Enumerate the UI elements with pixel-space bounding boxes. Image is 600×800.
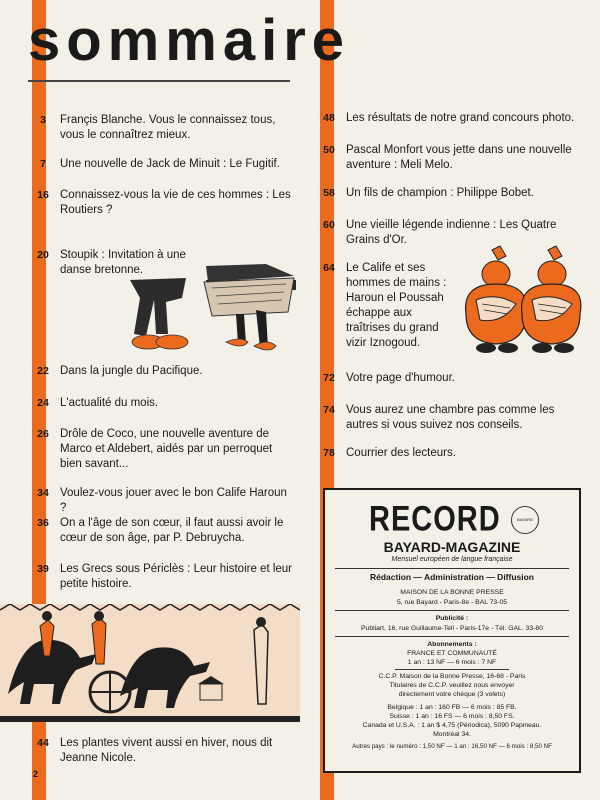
toc-page-number: 64 — [323, 262, 335, 274]
toc-page-number: 44 — [37, 737, 49, 749]
price-autres-pays: Autres pays : le numéro : 1,50 NF — 1 an : 16,50 NF — 6 mois : 8,50 NF — [352, 743, 552, 750]
toc-page-number: 58 — [323, 187, 335, 199]
abonnements-title: Abonnements : — [427, 641, 477, 648]
toc-entry-text: Une vieille légende indienne : Les Quatre Grains d'Or. — [346, 219, 557, 246]
toc-entry[interactable] — [323, 111, 582, 126]
price-montreal: Montréal 34. — [433, 731, 471, 738]
toc-entry[interactable] — [37, 736, 296, 766]
greek-chariot-frieze — [0, 604, 300, 722]
toc-entry[interactable] — [37, 516, 296, 546]
toc-entry[interactable] — [37, 562, 296, 592]
toc-page-number: 26 — [37, 428, 49, 440]
toc-page-number: 24 — [37, 397, 49, 409]
toc-entry-text: On a l'âge de son cœur, il faut aussi avoir le cœur de son âge, par P. Debruycha. — [60, 517, 284, 544]
toc-page-number: 16 — [37, 189, 49, 201]
toc-entry-text: Stoupik : Invitation à une danse bretonne. — [60, 249, 186, 276]
seal-icon: BAYARD — [511, 506, 539, 534]
toc-page-number: 72 — [323, 372, 335, 384]
departments: Rédaction — Administration — Diffusion — [369, 572, 535, 582]
page-title: sommaire — [28, 8, 351, 73]
toc-entry-text: Pascal Monfort vous jette dans une nouvelle aventure : Meli Melo. — [346, 144, 572, 171]
toc-page-number: 50 — [323, 144, 335, 156]
calife-characters-illustration — [452, 244, 584, 360]
ccp-line: C.C.P. Maison de la Bonne Presse, 16-68 - Paris — [378, 673, 526, 680]
magazine-name: BAYARD-MAGAZINE — [383, 539, 521, 555]
price-suisse: Suisse : 1 an : 16 FS — 6 mois : 8,50 FS. — [389, 713, 515, 720]
toc-entry[interactable] — [323, 371, 582, 386]
toc-page-number: 7 — [40, 158, 46, 170]
record-masthead-box — [323, 488, 581, 773]
page-number: 2 — [33, 769, 39, 779]
abo-france-title: FRANCE ET COMMUNAUTÉ — [407, 650, 497, 657]
divider — [395, 669, 509, 670]
toc-entry-text: Les résultats de notre grand concours photo. — [346, 112, 575, 124]
toc-entry-text: Le Calife et ses hommes de mains : Haroun el Poussah échappe aux traîtrises du grand vizir Iznogoud. — [346, 262, 447, 349]
toc-entry[interactable] — [323, 446, 582, 461]
toc-entry[interactable] — [37, 188, 296, 218]
ccp-note-2: directement votre chèque (3 volets) — [398, 691, 506, 698]
toc-entry-text: Dans la jungle du Pacifique. — [60, 365, 203, 377]
toc-entry-text: Drôle de Coco, une nouvelle aventure de Marco et Aldebert, aidés par un perroquet bien savant... — [60, 428, 273, 470]
toc-page-number: 74 — [323, 404, 335, 416]
toc-entry-text: Une nouvelle de Jack de Minuit : Le Fugitif. — [60, 158, 280, 170]
ccp-note-1: Titulaires de C.C.P. veuillez nous envoyer — [389, 682, 515, 689]
toc-entry-text: Voulez-vous jouer avec le bon Calife Haroun ? — [60, 487, 287, 514]
toc-entry-text: Françis Blanche. Vous le connaissez tous, vous le connaîtrez mieux. — [60, 114, 276, 141]
toc-entry[interactable] — [37, 364, 296, 379]
divider — [335, 568, 569, 569]
record-logo: RECORD — [369, 500, 501, 540]
toc-entry-text: Courrier des lecteurs. — [346, 447, 456, 459]
price-belgique: Belgique : 1 an : 160 FB — 6 mois : 85 FB. — [387, 704, 517, 711]
toc-page-number: 39 — [37, 563, 49, 575]
toc-entry-text: Les Grecs sous Périclès : Leur histoire et leur petite histoire. — [60, 563, 293, 590]
toc-entry[interactable] — [37, 396, 296, 411]
abo-france-price: 1 an : 13 NF — 6 mois : 7 NF — [407, 659, 497, 666]
toc-entry-text: Votre page d'humour. — [346, 372, 455, 384]
magazine-tagline: Mensuel européen de langue française — [391, 556, 513, 563]
toc-entry-text: Un fils de champion : Philippe Bobet. — [346, 187, 534, 199]
toc-page-number: 34 — [37, 487, 49, 499]
title-underline — [28, 80, 290, 82]
toc-entry-text: L'actualité du mois. — [60, 397, 159, 409]
toc-page-number: 3 — [40, 114, 46, 126]
toc-entry-text: Vous aurez une chambre pas comme les autres si vous suivez nos conseils. — [346, 404, 555, 431]
toc-entry[interactable] — [323, 261, 448, 351]
toc-page-number: 48 — [323, 112, 335, 124]
breton-dancers-illustration — [126, 248, 296, 358]
price-canada: Canada et U.S.A. : 1 an $ 4,75 (Périodica), 5090 Papineau. — [362, 722, 542, 729]
divider — [335, 636, 569, 637]
toc-page-number: 78 — [323, 447, 335, 459]
toc-entry[interactable] — [37, 427, 296, 472]
divider — [335, 610, 569, 611]
publicite-title: Publicité : — [435, 615, 469, 622]
toc-entry-text: Les plantes vivent aussi en hiver, nous dit Jeanne Nicole. — [60, 737, 273, 764]
publicite-text: Publiart, 16, rue Guillaume-Tell - Paris-17e - Tél. GAL. 33-80 — [361, 625, 543, 632]
publisher: MAISON DE LA BONNE PRESSE — [400, 589, 504, 596]
toc-entry[interactable] — [40, 157, 296, 172]
toc-page-number: 20 — [37, 249, 49, 261]
toc-page-number: 22 — [37, 365, 49, 377]
toc-entry[interactable] — [323, 143, 582, 173]
toc-entry[interactable] — [323, 403, 582, 433]
toc-entry[interactable] — [323, 186, 582, 201]
toc-page-number: 60 — [323, 219, 335, 231]
toc-entry[interactable] — [37, 486, 296, 516]
publisher-address: 5, rue Bayard - Paris-8e - BAL 73-05 — [396, 599, 508, 606]
toc-entry[interactable] — [40, 113, 296, 143]
toc-entry-text: Connaissez-vous la vie de ces hommes : Les Routiers ? — [60, 189, 291, 216]
toc-page-number: 36 — [37, 517, 49, 529]
